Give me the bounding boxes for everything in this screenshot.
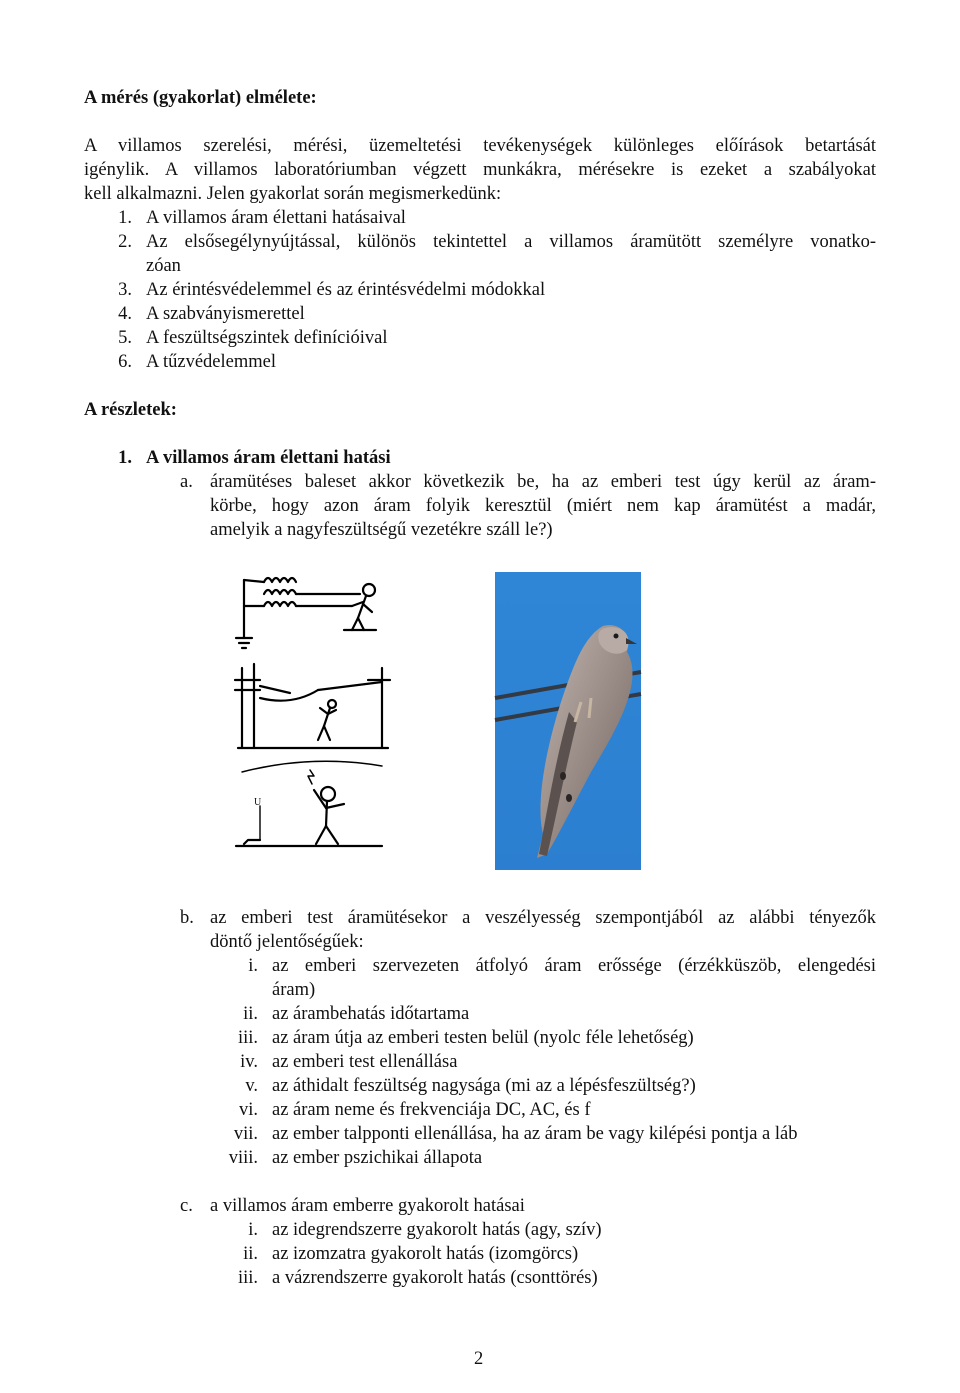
intro-line-3: kell alkalmazni. Jelen gyakorlat során megismerkedünk: [84,184,502,204]
factor-text: az emberi szervezeten átfolyó áram erőssége (érzékküszöb, elengedési [272,956,876,976]
factor-number: iv. [240,1052,258,1072]
topic-text: A feszültségszintek definícióival [146,328,388,348]
item-a-label: a. [180,472,193,492]
topic-number: 4. [118,304,132,324]
item-b-line-2: döntő jelentőségűek: [210,932,364,952]
topic-text: A szabványismerettel [146,304,305,324]
dove-on-wire-photo [495,572,641,870]
effect-text: a vázrendszerre gyakorolt hatás (csonttörés) [272,1268,598,1288]
voltage-label: U [254,797,262,808]
factor-number: iii. [237,1028,258,1048]
factor-text: az árambehatás időtartama [272,1004,470,1024]
topic-number: 3. [118,280,132,300]
effect-text: az izomzatra gyakorolt hatás (izomgörcs) [272,1244,579,1264]
factor-number: viii. [228,1148,258,1168]
topic-text: Az érintésvédelemmel és az érintésvédelmi módokkal [146,280,546,300]
factor-number: vi. [238,1100,258,1120]
intro-line-2: igénylik. A villamos laboratóriumban végzett munkákra, mérésekre is ezeket a szabályokat [84,160,876,180]
effect-text: az idegrendszerre gyakorolt hatás (agy, szív) [272,1220,602,1240]
shock-diagrams [232,568,392,858]
item-b-line-1: az emberi test áramütésekor a veszélyesség szempontjából az alábbi tényezők [210,908,876,928]
topic-number: 1. [118,208,132,228]
factor-text: az áthidalt feszültség nagysága (mi az a lépésfeszültség?) [272,1076,696,1096]
intro-line-1: A villamos szerelési, mérési, üzemeltetési tevékenységek különleges előírások betartását [84,136,876,156]
factor-text: az áram neme és frekvenciája DC, AC, és f [272,1100,591,1120]
topic-number: 5. [118,328,132,348]
sketch-transformer-line [236,578,376,648]
effect-number: iii. [237,1268,258,1288]
section-title: A villamos áram élettani hatási [146,448,391,468]
factor-text: az emberi test ellenállása [272,1052,458,1072]
topic-text: A tűzvédelemmel [146,352,276,372]
topic-number: 6. [118,352,132,372]
factor-text: az ember pszichikai állapota [272,1148,483,1168]
topic-text-continuation: zóan [146,256,181,276]
factor-text-continuation: áram) [272,980,316,1000]
details-heading: A részletek: [84,400,177,420]
item-a-line-2: körbe, hogy azon áram folyik keresztül (miért nem kap áramütést a madár, [210,496,876,516]
item-c-label: c. [180,1196,193,1216]
section-number: 1. [118,448,132,468]
effect-number: ii. [243,1244,258,1264]
item-c-line-1: a villamos áram emberre gyakorolt hatásai [210,1196,525,1216]
topic-text: Az elsősegélynyújtással, különös tekintettel a villamos áramütött személyre vonatko- [146,232,876,252]
factor-text: az áram útja az emberi testen belül (nyolc féle lehetőség) [272,1028,694,1048]
item-a-line-3: amelyik a nagyfeszültségű vezetékre száll le?) [210,520,553,540]
factor-number: ii. [243,1004,258,1024]
factor-number: vii. [233,1124,258,1144]
factor-number: v. [245,1076,258,1096]
sketch-pole-wire [235,664,390,748]
item-b-label: b. [180,908,194,928]
item-a-line-1: áramütéses baleset akkor következik be, ha az emberi test úgy kerül az áram- [210,472,876,492]
factor-number: i. [248,956,258,976]
page-number: 2 [474,1349,484,1369]
topic-number: 2. [118,232,132,252]
topic-text: A villamos áram élettani hatásaival [146,208,406,228]
factor-text: az ember talpponti ellenállása, ha az áram be vagy kilépési pontja a láb [272,1124,798,1144]
effect-number: i. [248,1220,258,1240]
theory-heading: A mérés (gyakorlat) elmélete: [84,88,317,108]
